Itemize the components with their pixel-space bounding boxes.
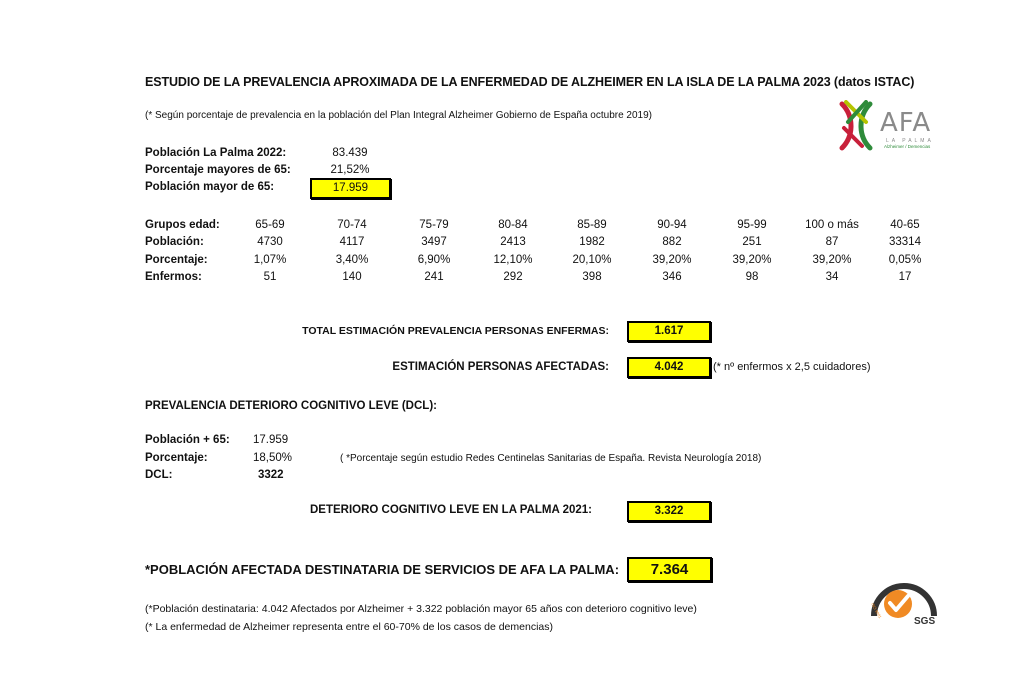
final-target-population-label: *POBLACIÓN AFECTADA DESTINATARIA DE SERVICIOS DE AFA LA PALMA: [145,562,620,577]
table-cell: 3,40% [335,254,369,266]
table-cell: 40-65 [890,219,920,231]
table-cell: 39,20% [812,254,852,266]
dcl-summary-label: DETERIORO COGNITIVO LEVE EN LA PALMA 2021: [310,504,592,516]
percent-over-65-label: Porcentaje mayores de 65: [145,164,291,176]
patients-row [145,271,945,287]
final-target-population-value: 7.364 [627,557,712,582]
afa-logo-tagline: Alzheimer / Demencias [884,144,931,149]
dcl-percent-value: 18,50% [253,452,293,464]
table-cell: 80-84 [498,219,528,231]
total-prevalence-label: TOTAL ESTIMACIÓN PREVALENCIA PERSONAS ENFERMAS: [302,325,609,337]
table-cell: 241 [424,271,444,283]
table-cell: 100 o más [805,219,859,231]
table-cell: 3497 [421,236,447,248]
affected-estimate-label: ESTIMACIÓN PERSONAS AFECTADAS: [392,361,609,373]
population-over-65-value: 17.959 [310,178,391,199]
afa-logo-name: AFA [880,108,932,138]
table-cell: 1982 [579,236,605,248]
table-cell: 87 [825,236,839,248]
dcl-value: 3322 [258,469,284,481]
afa-logo-subtitle: LA PALMA [886,138,934,144]
percent-over-65-value: 21,52% [330,164,370,176]
dcl-source-note: ( *Porcentaje según estudio Redes Centinelas Sanitarias de España. Revista Neurología 2018) [340,453,762,464]
table-cell: 6,90% [417,254,451,266]
table-cell: 39,20% [652,254,692,266]
table-cell: 39,20% [732,254,772,266]
age-groups-row [145,219,945,235]
table-cell: 34 [825,271,839,283]
row-label: Grupos edad: [145,219,220,231]
table-cell: 1,07% [253,254,287,266]
affected-estimate-note: (* nº enfermos x 2,5 cuidadores) [713,361,871,373]
table-cell: 70-74 [337,219,367,231]
percentage-row [145,254,945,270]
row-label: Porcentaje: [145,254,208,266]
table-cell: 20,10% [572,254,612,266]
table-cell: 12,10% [493,254,533,266]
table-cell: 4117 [339,236,365,248]
footnote-target-population: (*Población destinataria: 4.042 Afectados por Alzheimer + 3.322 población mayor 65 años con deterioro cognitivo leve) [145,603,697,615]
table-cell: 251 [742,236,762,248]
population-value: 83.439 [332,147,368,159]
table-cell: 0,05% [888,254,922,266]
row-label: Enfermos: [145,271,202,283]
afa-logo [836,100,936,152]
population-over-65-label: Población mayor de 65: [145,181,275,193]
table-cell: 75-79 [419,219,449,231]
sgs-ring-text: SISTEMA CERTIFICADO [884,574,934,578]
sgs-certification-seal [866,566,942,628]
sgs-name: SGS [914,616,936,627]
dcl-heading: PREVALENCIA DETERIORO COGNITIVO LEVE (DCL): [145,400,437,412]
row-label: Población: [145,236,204,248]
table-cell: 17 [898,271,912,283]
table-cell: 65-69 [255,219,285,231]
footnote-alzheimer-share: (* La enfermedad de Alzheimer representa entre el 60-70% de los casos de demencias) [145,621,553,633]
affected-estimate-value: 4.042 [627,357,711,378]
table-cell: 98 [745,271,759,283]
population-row [145,236,945,252]
source-note: (* Según porcentaje de prevalencia en la población del Plan Integral Alzheimer Gobierno de España octubre 2019) [145,110,653,121]
table-cell: 140 [342,271,362,283]
document-title: ESTUDIO DE LA PREVALENCIA APROXIMADA DE LA ENFERMEDAD DE ALZHEIMER EN LA ISLA DE LA PALMA 2023 (datos ISTAC) [145,75,915,89]
dcl-summary-value: 3.322 [627,501,711,522]
sgs-standard: ISO 9001 [870,601,883,620]
dcl-label: DCL: [145,469,173,481]
population-label: Población La Palma 2022: [145,147,287,159]
table-cell: 51 [263,271,277,283]
table-cell: 292 [503,271,523,283]
dcl-percent-label: Porcentaje: [145,452,208,464]
table-cell: 33314 [889,236,921,248]
dcl-population-value: 17.959 [253,434,289,446]
table-cell: 2413 [500,236,526,248]
table-cell: 85-89 [577,219,607,231]
table-cell: 398 [582,271,602,283]
table-cell: 95-99 [737,219,767,231]
table-cell: 4730 [257,236,283,248]
table-cell: 90-94 [657,219,687,231]
table-cell: 346 [662,271,682,283]
dcl-population-label: Población + 65: [145,434,230,446]
afa-logo-mark-icon [836,100,880,152]
table-cell: 882 [662,236,682,248]
total-prevalence-value: 1.617 [627,321,711,342]
